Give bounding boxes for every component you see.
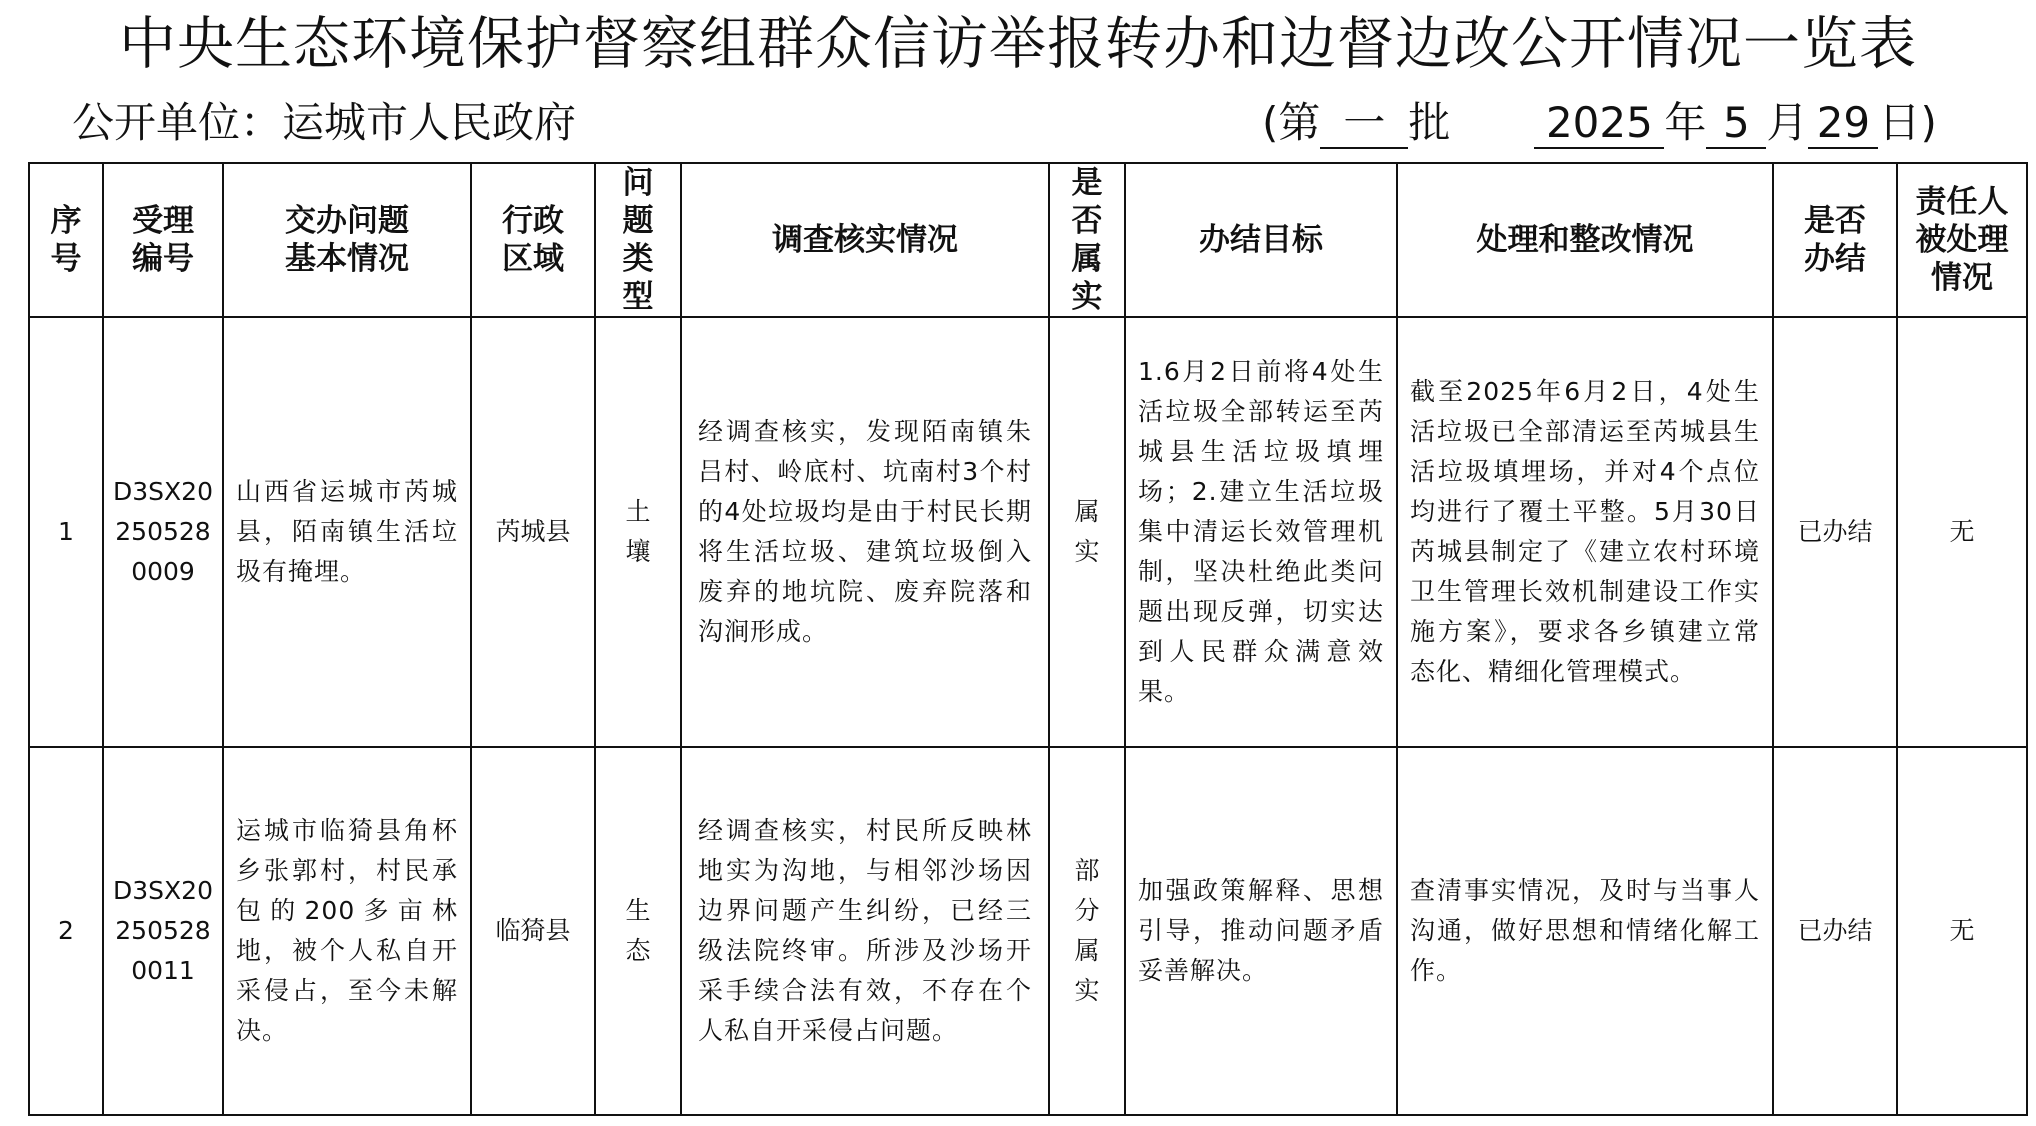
header-handling: 处理和整改情况 [1397, 163, 1773, 317]
cell-region: 芮城县 [471, 317, 595, 747]
cell-punishment: 无 [1897, 747, 2027, 1115]
header-verified: 是否属实 [1049, 163, 1125, 317]
header-punishment: 责任人被处理情况 [1897, 163, 2027, 317]
publisher-label: 公开单位：运城市人民政府 [72, 98, 577, 147]
header-type: 问题类型 [595, 163, 681, 317]
cell-investigation: 经调查核实，发现陌南镇朱吕村、岭底村、坑南村3个村的4处垃圾均是由于村民长期将生活垃圾、建筑垃圾倒入废弃的地坑院、废弃院落和沟涧形成。 [681, 317, 1049, 747]
batch-year-word: 年 [1664, 98, 1707, 147]
cell-investigation: 经调查核实，村民所反映林地实为沟地，与相邻沙场因边界问题产生纠纷，已经三级法院终审。所涉及沙场开采手续合法有效，不存在个人私自开采侵占问题。 [681, 747, 1049, 1115]
cell-goal: 加强政策解释、思想引导，推动问题矛盾妥善解决。 [1125, 747, 1397, 1115]
header-investigation: 调查核实情况 [681, 163, 1049, 317]
cell-id: D3SX20250528 0009 [103, 317, 223, 747]
batch-day: 29 [1808, 99, 1878, 149]
table-header-row [29, 163, 2027, 317]
cell-punishment: 无 [1897, 317, 2027, 747]
cell-id: D3SX20250528 0011 [103, 747, 223, 1115]
cell-problem: 山西省运城市芮城县，陌南镇生活垃圾有掩埋。 [223, 317, 471, 747]
cell-problem: 运城市临猗县角杯乡张郭村，村民承包的200多亩林地，被个人私自开采侵占，至今未解决。 [223, 747, 471, 1115]
batch-number: 一 [1320, 99, 1408, 149]
header-problem: 交办问题基本情况 [223, 163, 471, 317]
cell-closed: 已办结 [1773, 747, 1897, 1115]
batch-month-word: 月 [1766, 98, 1809, 147]
cell-verified: 属实 [1049, 317, 1125, 747]
header-id: 受理编号 [103, 163, 223, 317]
batch-year: 2025 [1534, 99, 1664, 149]
cell-goal: 1.6月2日前将4处生活垃圾全部转运至芮城县生活垃圾填埋场；2.建立生活垃圾集中清运长效管理机制，坚决杜绝此类问题出现反弹，切实达到人民群众满意效果。 [1125, 317, 1397, 747]
document-title: 中央生态环境保护督察组群众信访举报转办和边督边改公开情况一览表 [119, 11, 1917, 77]
batch-open: (第 [1262, 98, 1321, 147]
table-row [29, 317, 2027, 747]
cell-type: 土壤 [595, 317, 681, 747]
batch-word: 批 [1408, 98, 1451, 147]
batch-day-word: 日) [1878, 98, 1937, 147]
cell-type: 生态 [595, 747, 681, 1115]
cell-region: 临猗县 [471, 747, 595, 1115]
cell-closed: 已办结 [1773, 317, 1897, 747]
cell-seq: 1 [29, 317, 103, 747]
cell-seq: 2 [29, 747, 103, 1115]
report-table [28, 162, 2028, 1116]
table-row [29, 747, 2027, 1115]
header-region: 行政区域 [471, 163, 595, 317]
cell-handling: 截至2025年6月2日，4处生活垃圾已全部清运至芮城县生活垃圾填埋场，并对4个点位均进行了覆土平整。5月30日芮城县制定了《建立农村环境卫生管理长效机制建设工作实施方案》，要求各乡镇建立常态化、精细化管理模式。 [1397, 317, 1773, 747]
cell-handling: 查清事实情况，及时与当事人沟通，做好思想和情绪化解工作。 [1397, 747, 1773, 1115]
cell-verified: 部分属实 [1049, 747, 1125, 1115]
header-closed: 是否办结 [1773, 163, 1897, 317]
header-goal: 办结目标 [1125, 163, 1397, 317]
batch-month: 5 [1706, 99, 1766, 149]
header-seq: 序号 [29, 163, 103, 317]
batch-info [1262, 96, 1937, 150]
